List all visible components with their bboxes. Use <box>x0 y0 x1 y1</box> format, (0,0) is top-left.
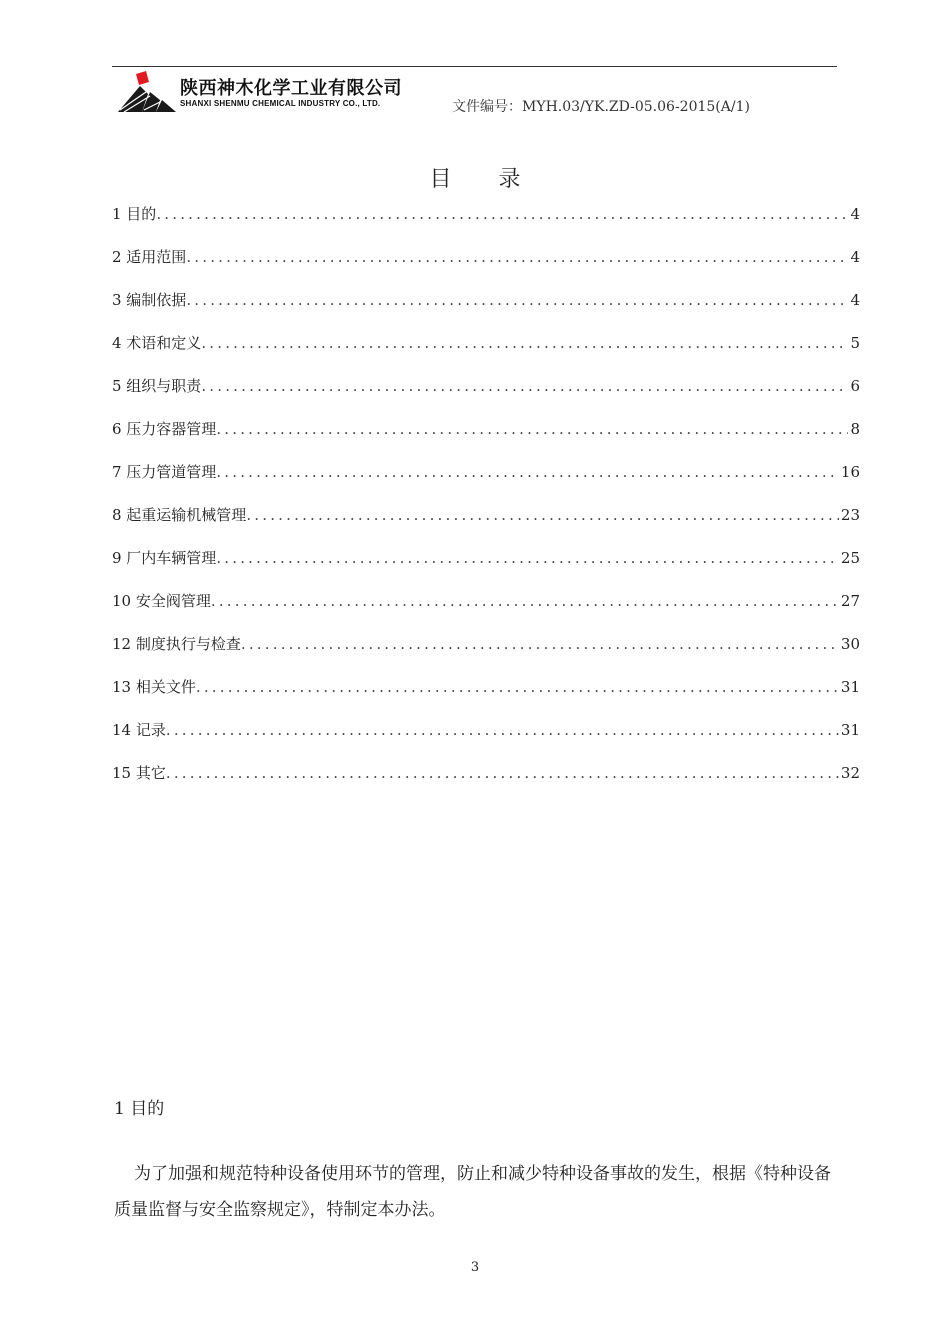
toc-entry[interactable] <box>112 286 860 329</box>
toc-entry-row <box>112 286 860 314</box>
toc-entry-page: 32 <box>840 764 860 782</box>
toc-title: 目 录 <box>429 167 541 192</box>
toc-entry-page: 31 <box>840 678 860 696</box>
toc-entry-page: 31 <box>840 721 860 739</box>
toc-entry-row <box>112 587 860 615</box>
toc-entry[interactable] <box>112 415 860 458</box>
toc-entry[interactable] <box>112 716 860 759</box>
toc-entry-row <box>112 200 860 228</box>
toc-entry-row <box>112 759 860 787</box>
toc-entry-page: 25 <box>840 549 860 567</box>
toc-leader-dots <box>186 243 848 271</box>
toc-leader-dots <box>216 415 848 443</box>
toc-entry-row <box>112 458 860 486</box>
toc-entry-row <box>112 544 860 572</box>
toc-leader-dots <box>166 759 839 787</box>
toc-entry[interactable] <box>112 544 860 587</box>
toc-entry[interactable] <box>112 329 860 372</box>
toc-entry-page: 4 <box>850 205 860 223</box>
toc-leader-dots <box>241 630 839 658</box>
toc-entry-label: 15 其它 <box>112 764 166 782</box>
toc-entry-label: 6 压力容器管理 <box>112 420 217 438</box>
toc-entry-label: 5 组织与职责 <box>112 377 202 395</box>
toc-entry[interactable] <box>112 200 860 243</box>
toc-entry-label: 8 起重运输机械管理 <box>112 506 247 524</box>
company-logo-icon <box>116 70 178 114</box>
header-rule <box>112 66 837 67</box>
page-number: 3 <box>470 1260 480 1275</box>
toc-entry-label: 13 相关文件 <box>112 678 196 696</box>
company-logo <box>116 68 406 114</box>
toc-entry-row <box>112 630 860 658</box>
toc-entry-page: 27 <box>840 592 860 610</box>
toc-entry-page: 30 <box>840 635 860 653</box>
toc-leader-dots <box>166 716 839 744</box>
toc-entry-label: 2 适用范围 <box>112 248 187 266</box>
toc-entry-label: 1 目的 <box>112 205 157 223</box>
toc-entry-label: 7 压力管道管理 <box>112 463 217 481</box>
toc-entry[interactable] <box>112 372 860 415</box>
toc-entry[interactable] <box>112 673 860 716</box>
company-name-cn: 陕西神木化学工业有限公司 <box>180 78 402 99</box>
toc-entry-page: 4 <box>850 291 860 309</box>
section-heading: 1 目的 <box>114 1099 165 1119</box>
toc-entry-row <box>112 372 860 400</box>
toc-leader-dots <box>196 673 839 701</box>
toc-entry-row <box>112 716 860 744</box>
toc-entry-row <box>112 329 860 357</box>
body-paragraph: 为了加强和规范特种设备使用环节的管理，防止和减少特种设备事故的发生，根据《特种设备质量监督与安全监察规定》，特制定本办法。 <box>114 1164 831 1220</box>
toc-leader-dots <box>156 200 848 228</box>
toc-leader-dots <box>216 458 839 486</box>
toc-leader-dots <box>186 286 848 314</box>
toc-entry-page: 6 <box>850 377 860 395</box>
toc-entry-page: 8 <box>850 420 860 438</box>
toc-entry-label: 9 厂内车辆管理 <box>112 549 217 567</box>
toc-leader-dots <box>211 587 839 615</box>
toc-entry-row <box>112 415 860 443</box>
toc-entry-page: 5 <box>850 334 860 352</box>
table-of-contents <box>112 200 860 802</box>
toc-entry-page: 23 <box>840 506 860 524</box>
toc-entry-label: 4 术语和定义 <box>112 334 202 352</box>
toc-entry-page: 16 <box>840 463 860 481</box>
toc-entry[interactable] <box>112 630 860 673</box>
toc-entry-label: 10 安全阀管理 <box>112 592 211 610</box>
toc-entry-label: 14 记录 <box>112 721 166 739</box>
toc-entry-row <box>112 501 860 529</box>
toc-entry-row <box>112 673 860 701</box>
toc-entry[interactable] <box>112 243 860 286</box>
toc-entry-page: 4 <box>850 248 860 266</box>
toc-entry[interactable] <box>112 458 860 501</box>
company-name-en: SHANXI SHENMU CHEMICAL INDUSTRY CO., LTD. <box>180 99 381 108</box>
toc-entry-label: 12 制度执行与检查 <box>112 635 241 653</box>
toc-entry[interactable] <box>112 587 860 630</box>
toc-entry-label: 3 编制依据 <box>112 291 187 309</box>
toc-entry[interactable] <box>112 501 860 544</box>
toc-leader-dots <box>246 501 839 529</box>
toc-entry[interactable] <box>112 759 860 802</box>
toc-leader-dots <box>216 544 839 572</box>
toc-leader-dots <box>201 329 848 357</box>
document-number: 文件编号：MYH.03/YK.ZD-05.06-2015(A/1) <box>452 99 750 115</box>
toc-entry-row <box>112 243 860 271</box>
toc-leader-dots <box>201 372 848 400</box>
